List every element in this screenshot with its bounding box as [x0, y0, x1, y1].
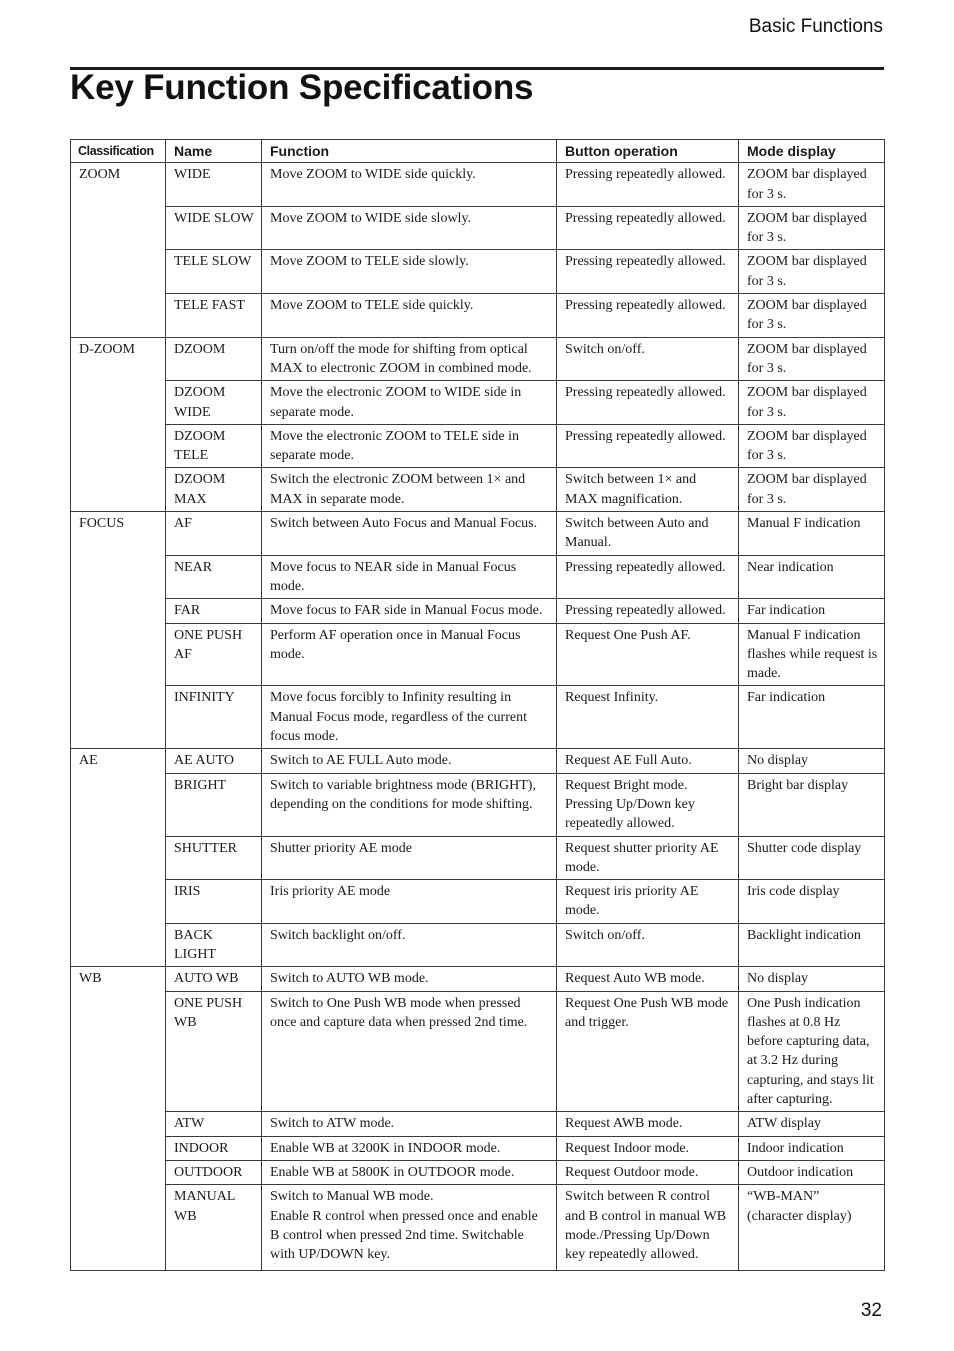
cell-function: Switch to variable brightness mode (BRIGHT), depending on the conditions for mode shifting.	[262, 773, 557, 836]
cell-name: SHUTTER	[166, 836, 262, 880]
page-title: Key Function Specifications	[70, 68, 534, 107]
cell-mode-display: Shutter code display	[739, 836, 885, 880]
cell-function: Move focus to NEAR side in Manual Focus mode.	[262, 555, 557, 599]
cell-button-operation: Pressing repeatedly allowed.	[557, 206, 739, 250]
cell-function: Switch the electronic ZOOM between 1× and MAX in separate mode.	[262, 468, 557, 512]
cell-mode-display: Manual F indication	[739, 512, 885, 556]
header-row	[71, 140, 885, 163]
cell-mode-display: Indoor indication	[739, 1136, 885, 1160]
cell-button-operation: Pressing repeatedly allowed.	[557, 163, 739, 207]
cell-function: Move ZOOM to TELE side quickly.	[262, 294, 557, 338]
cell-function: Switch to Manual WB mode. Enable R control when pressed once and enable B control when pressed 2nd time. Switchable with UP/DOWN key.	[262, 1185, 557, 1271]
table-body	[71, 163, 885, 1271]
cell-mode-display: Outdoor indication	[739, 1160, 885, 1184]
cell-name: IRIS	[166, 880, 262, 924]
cell-mode-display: No display	[739, 967, 885, 991]
cell-mode-display: Near indication	[739, 555, 885, 599]
cell-name: INFINITY	[166, 686, 262, 749]
cell-button-operation: Request iris priority AE mode.	[557, 880, 739, 924]
cell-name: TELE SLOW	[166, 250, 262, 294]
cell-function: Move focus to FAR side in Manual Focus mode.	[262, 599, 557, 623]
cell-mode-display: ZOOM bar displayed for 3 s.	[739, 424, 885, 468]
table-row	[71, 686, 885, 749]
table-row	[71, 1185, 885, 1271]
table-row	[71, 250, 885, 294]
table-row	[71, 512, 885, 556]
table-row	[71, 294, 885, 338]
column-header-classification: Classification	[71, 140, 166, 163]
cell-function: Shutter priority AE mode	[262, 836, 557, 880]
cell-name: AF	[166, 512, 262, 556]
cell-name: BRIGHT	[166, 773, 262, 836]
cell-mode-display: Far indication	[739, 599, 885, 623]
cell-mode-display: ATW display	[739, 1112, 885, 1136]
cell-name: DZOOM TELE	[166, 424, 262, 468]
cell-name: DZOOM MAX	[166, 468, 262, 512]
table-row	[71, 880, 885, 924]
cell-mode-display: ZOOM bar displayed for 3 s.	[739, 468, 885, 512]
cell-name: MANUAL WB	[166, 1185, 262, 1271]
cell-button-operation: Request One Push WB mode and trigger.	[557, 991, 739, 1112]
cell-function: Move the electronic ZOOM to TELE side in separate mode.	[262, 424, 557, 468]
cell-name: OUTDOOR	[166, 1160, 262, 1184]
cell-classification: AE	[71, 749, 166, 967]
cell-button-operation: Pressing repeatedly allowed.	[557, 381, 739, 425]
cell-name: AE AUTO	[166, 749, 262, 773]
cell-function: Enable WB at 5800K in OUTDOOR mode.	[262, 1160, 557, 1184]
cell-name: WIDE SLOW	[166, 206, 262, 250]
cell-mode-display: Backlight indication	[739, 923, 885, 967]
cell-button-operation: Pressing repeatedly allowed.	[557, 250, 739, 294]
cell-mode-display: Far indication	[739, 686, 885, 749]
table-row	[71, 991, 885, 1112]
table-row	[71, 1160, 885, 1184]
cell-mode-display: No display	[739, 749, 885, 773]
cell-mode-display: ZOOM bar displayed for 3 s.	[739, 294, 885, 338]
cell-name: BACK LIGHT	[166, 923, 262, 967]
cell-button-operation: Pressing repeatedly allowed.	[557, 599, 739, 623]
cell-button-operation: Pressing repeatedly allowed.	[557, 555, 739, 599]
cell-mode-display: “WB-MAN” (character display)	[739, 1185, 885, 1271]
cell-mode-display: One Push indication flashes at 0.8 Hz before capturing data, at 3.2 Hz during capturing, and stays lit after capturing.	[739, 991, 885, 1112]
cell-button-operation: Request Outdoor mode.	[557, 1160, 739, 1184]
cell-button-operation: Request One Push AF.	[557, 623, 739, 686]
cell-button-operation: Request Infinity.	[557, 686, 739, 749]
cell-mode-display: ZOOM bar displayed for 3 s.	[739, 250, 885, 294]
table-row	[71, 424, 885, 468]
table-row	[71, 1136, 885, 1160]
table-row	[71, 555, 885, 599]
table-row	[71, 967, 885, 991]
cell-button-operation: Pressing repeatedly allowed.	[557, 424, 739, 468]
cell-name: FAR	[166, 599, 262, 623]
section-header: Basic Functions	[748, 16, 883, 37]
cell-button-operation: Request shutter priority AE mode.	[557, 836, 739, 880]
cell-function: Perform AF operation once in Manual Focus mode.	[262, 623, 557, 686]
cell-classification: ZOOM	[71, 163, 166, 337]
cell-name: TELE FAST	[166, 294, 262, 338]
cell-mode-display: ZOOM bar displayed for 3 s.	[739, 163, 885, 207]
key-function-table	[70, 139, 885, 1271]
cell-button-operation: Switch on/off.	[557, 337, 739, 381]
cell-button-operation: Request AWB mode.	[557, 1112, 739, 1136]
table-row	[71, 836, 885, 880]
cell-name: INDOOR	[166, 1136, 262, 1160]
cell-button-operation: Switch between 1× and MAX magnification.	[557, 468, 739, 512]
cell-button-operation: Pressing repeatedly allowed.	[557, 294, 739, 338]
cell-button-operation: Request Bright mode. Pressing Up/Down key repeatedly allowed.	[557, 773, 739, 836]
cell-button-operation: Switch between Auto and Manual.	[557, 512, 739, 556]
cell-function: Iris priority AE mode	[262, 880, 557, 924]
cell-mode-display: ZOOM bar displayed for 3 s.	[739, 381, 885, 425]
cell-function: Move ZOOM to WIDE side quickly.	[262, 163, 557, 207]
table-row	[71, 337, 885, 381]
cell-classification: D-ZOOM	[71, 337, 166, 511]
cell-function: Switch to AUTO WB mode.	[262, 967, 557, 991]
cell-function: Enable WB at 3200K in INDOOR mode.	[262, 1136, 557, 1160]
cell-name: WIDE	[166, 163, 262, 207]
cell-function: Move ZOOM to TELE side slowly.	[262, 250, 557, 294]
table-header	[71, 140, 885, 163]
cell-mode-display: Iris code display	[739, 880, 885, 924]
cell-function: Move focus forcibly to Infinity resulting in Manual Focus mode, regardless of the current focus mode.	[262, 686, 557, 749]
table-row	[71, 773, 885, 836]
cell-function: Move the electronic ZOOM to WIDE side in separate mode.	[262, 381, 557, 425]
cell-name: ONE PUSH AF	[166, 623, 262, 686]
column-header-name: Name	[166, 140, 262, 163]
cell-name: NEAR	[166, 555, 262, 599]
table-row	[71, 468, 885, 512]
cell-classification: FOCUS	[71, 512, 166, 749]
table-row	[71, 1112, 885, 1136]
cell-button-operation: Switch between R control and B control in manual WB mode./Pressing Up/Down key repeatedly allowed.	[557, 1185, 739, 1271]
cell-mode-display: ZOOM bar displayed for 3 s.	[739, 206, 885, 250]
cell-button-operation: Switch on/off.	[557, 923, 739, 967]
cell-function: Switch to ATW mode.	[262, 1112, 557, 1136]
table-row	[71, 381, 885, 425]
cell-function: Move ZOOM to WIDE side slowly.	[262, 206, 557, 250]
cell-function: Switch between Auto Focus and Manual Focus.	[262, 512, 557, 556]
table-row	[71, 749, 885, 773]
page-number: 32	[860, 1300, 882, 1321]
cell-mode-display: ZOOM bar displayed for 3 s.	[739, 337, 885, 381]
cell-function: Switch to One Push WB mode when pressed once and capture data when pressed 2nd time.	[262, 991, 557, 1112]
table-row	[71, 623, 885, 686]
table-row	[71, 599, 885, 623]
column-header-function: Function	[262, 140, 557, 163]
cell-name: ATW	[166, 1112, 262, 1136]
cell-mode-display: Bright bar display	[739, 773, 885, 836]
cell-function: Switch to AE FULL Auto mode.	[262, 749, 557, 773]
column-header-mode-display: Mode display	[739, 140, 885, 163]
cell-name: DZOOM	[166, 337, 262, 381]
cell-name: DZOOM WIDE	[166, 381, 262, 425]
cell-name: ONE PUSH WB	[166, 991, 262, 1112]
cell-button-operation: Request AE Full Auto.	[557, 749, 739, 773]
cell-button-operation: Request Indoor mode.	[557, 1136, 739, 1160]
cell-name: AUTO WB	[166, 967, 262, 991]
cell-classification: WB	[71, 967, 166, 1271]
column-header-button-operation: Button operation	[557, 140, 739, 163]
table-row	[71, 923, 885, 967]
cell-function: Switch backlight on/off.	[262, 923, 557, 967]
cell-function: Turn on/off the mode for shifting from optical MAX to electronic ZOOM in combined mode.	[262, 337, 557, 381]
table-row	[71, 163, 885, 207]
cell-button-operation: Request Auto WB mode.	[557, 967, 739, 991]
table-row	[71, 206, 885, 250]
cell-mode-display: Manual F indication flashes while request is made.	[739, 623, 885, 686]
